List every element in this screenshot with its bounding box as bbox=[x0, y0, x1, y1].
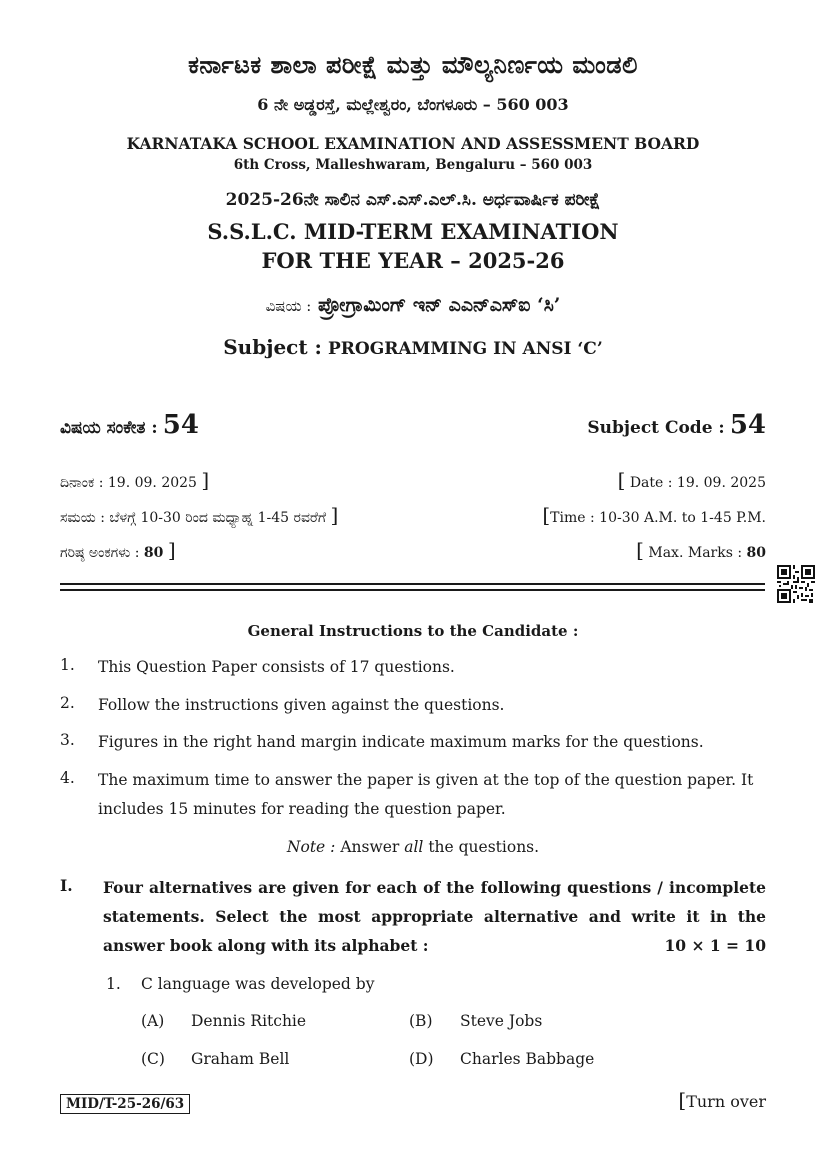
option-letter: (A) bbox=[141, 1012, 165, 1030]
divider-bottom bbox=[60, 589, 765, 591]
option-letter: (B) bbox=[409, 1012, 433, 1030]
kannada-time-text: ಸಮಯ : ಬೆಳಗ್ಗೆ 10-30 ರಿಂದ ಮಧ್ಯಾಹ್ನ 1-45 ರವರೆಗೆ bbox=[60, 510, 327, 526]
english-subject-line bbox=[0, 335, 826, 359]
kannada-date: ದಿನಾಂಕ : 19. 09. 2025 ] bbox=[60, 468, 210, 492]
english-subject-name: PROGRAMMING IN ANSI ‘C’ bbox=[327, 339, 603, 359]
question-text: C language was developed by bbox=[141, 975, 375, 993]
english-max-marks-label: Max. Marks : bbox=[648, 545, 743, 561]
qr-code-icon bbox=[777, 565, 815, 603]
english-max-marks-value: 80 bbox=[746, 545, 766, 561]
paper-code: MID/T-25-26/63 bbox=[60, 1094, 190, 1114]
option-letter: (D) bbox=[409, 1050, 434, 1068]
kannada-max-marks: ಗರಿಷ್ಠ ಅಂಕಗಳು : 80 ] bbox=[60, 538, 176, 562]
note-line bbox=[0, 838, 826, 856]
kannada-exam-title: 2025-26ನೇ ಸಾಲಿನ ಎಸ್.ಎಸ್.ಎಲ್.ಸಿ. ಅರ್ಧವಾರ್ಷಿಕ ಪರೀಕ್ಷೆ bbox=[225, 190, 601, 210]
instruction-number: 4. bbox=[60, 769, 75, 787]
kannada-max-marks-label: ಗರಿಷ್ಠ ಅಂಕಗಳು : bbox=[60, 545, 140, 561]
kannada-subject-label: ವಿಷಯ : bbox=[265, 297, 312, 315]
option-text: Steve Jobs bbox=[460, 1012, 543, 1030]
english-board-address: 6th Cross, Malleshwaram, Bengaluru – 560 003 bbox=[233, 157, 593, 173]
section-line-3 bbox=[103, 931, 766, 960]
english-date-text: Date : 19. 09. 2025 bbox=[629, 475, 766, 491]
instruction-number: 2. bbox=[60, 694, 75, 712]
turn-over-text: Turn over bbox=[686, 1092, 766, 1111]
instruction-text: This Question Paper consists of 17 questions. bbox=[98, 658, 455, 676]
instructions-heading: General Instructions to the Candidate : bbox=[247, 622, 579, 640]
instruction-text: Figures in the right hand margin indicate maximum marks for the questions. bbox=[98, 733, 704, 751]
note-post: the questions. bbox=[428, 838, 540, 856]
turn-over-note: [Turn over bbox=[678, 1088, 766, 1112]
kannada-board-title: ಕರ್ನಾಟಕ ಶಾಲಾ ಪರೀಕ್ಷೆ ಮತ್ತು ಮೌಲ್ಯನಿರ್ಣಯ ಮಂಡಲಿ bbox=[188, 50, 638, 79]
english-board-title: KARNATAKA SCHOOL EXAMINATION AND ASSESSMENT BOARD bbox=[126, 134, 700, 153]
section-line-1: Four alternatives are given for each of the following questions / incomplete bbox=[103, 878, 766, 897]
instruction-text: Follow the instructions given against the questions. bbox=[98, 696, 505, 714]
option-letter: (C) bbox=[141, 1050, 165, 1068]
section-number: I. bbox=[60, 876, 73, 895]
note-label: Note : bbox=[286, 838, 336, 856]
section-line-2: statements. Select the most appropriate alternative and write it in the bbox=[103, 907, 766, 926]
option-text: Charles Babbage bbox=[460, 1050, 595, 1068]
kannada-board-address: 6 ನೇ ಅಡ್ಡರಸ್ತೆ, ಮಲ್ಲೇಶ್ವರಂ, ಬೆಂಗಳೂರು – 560 003 bbox=[257, 95, 569, 114]
note-pre: Answer bbox=[340, 838, 400, 856]
instruction-number: 1. bbox=[60, 656, 75, 674]
kannada-subject-code-label: ವಿಷಯ ಸಂಕೇತ : bbox=[60, 418, 158, 438]
english-subject-code-label: Subject Code : bbox=[587, 418, 725, 438]
section-instructions bbox=[103, 873, 766, 960]
english-exam-title-line2: FOR THE YEAR – 2025-26 bbox=[261, 248, 565, 273]
section-line-3-text: answer book along with its alphabet : bbox=[103, 936, 429, 955]
kannada-date-text: ದಿನಾಂಕ : 19. 09. 2025 bbox=[60, 475, 197, 491]
option-text: Dennis Ritchie bbox=[191, 1012, 307, 1030]
kannada-subject-name: ಪ್ರೋಗ್ರಾಮಿಂಗ್ ಇನ್ ಎಎನ್‌ಎಸ್‌ಐ ‘ಸಿ’ bbox=[317, 294, 561, 316]
english-subject-code-value: 54 bbox=[729, 410, 766, 440]
english-date: [ Date : 19. 09. 2025 bbox=[617, 468, 766, 492]
english-subject-label: Subject : bbox=[223, 335, 322, 359]
english-time: [Time : 10-30 A.M. to 1-45 P.M. bbox=[542, 503, 766, 527]
kannada-subject-line bbox=[0, 294, 826, 316]
english-time-text: Time : 10-30 A.M. to 1-45 P.M. bbox=[550, 510, 766, 526]
divider-top bbox=[60, 583, 765, 585]
kannada-subject-code bbox=[60, 410, 199, 440]
note-emphasis: all bbox=[404, 838, 424, 856]
kannada-max-marks-value: 80 bbox=[143, 545, 164, 561]
kannada-time: ಸಮಯ : ಬೆಳಗ್ಗೆ 10-30 ರಿಂದ ಮಧ್ಯಾಹ್ನ 1-45 ರವರೆಗೆ ] bbox=[60, 503, 339, 527]
kannada-subject-code-value: 54 bbox=[162, 410, 199, 440]
question-number: 1. bbox=[106, 975, 121, 993]
section-marks: 10 × 1 = 10 bbox=[664, 936, 766, 955]
option-text: Graham Bell bbox=[191, 1050, 290, 1068]
english-max-marks: [ Max. Marks : 80 bbox=[636, 538, 766, 562]
instruction-number: 3. bbox=[60, 731, 75, 749]
english-exam-title-line1: S.S.L.C. MID-TERM EXAMINATION bbox=[207, 219, 619, 244]
instruction-text: The maximum time to answer the paper is given at the top of the question paper. It includes 15 minutes for reading the question paper. bbox=[98, 771, 754, 818]
english-subject-code bbox=[587, 410, 766, 440]
